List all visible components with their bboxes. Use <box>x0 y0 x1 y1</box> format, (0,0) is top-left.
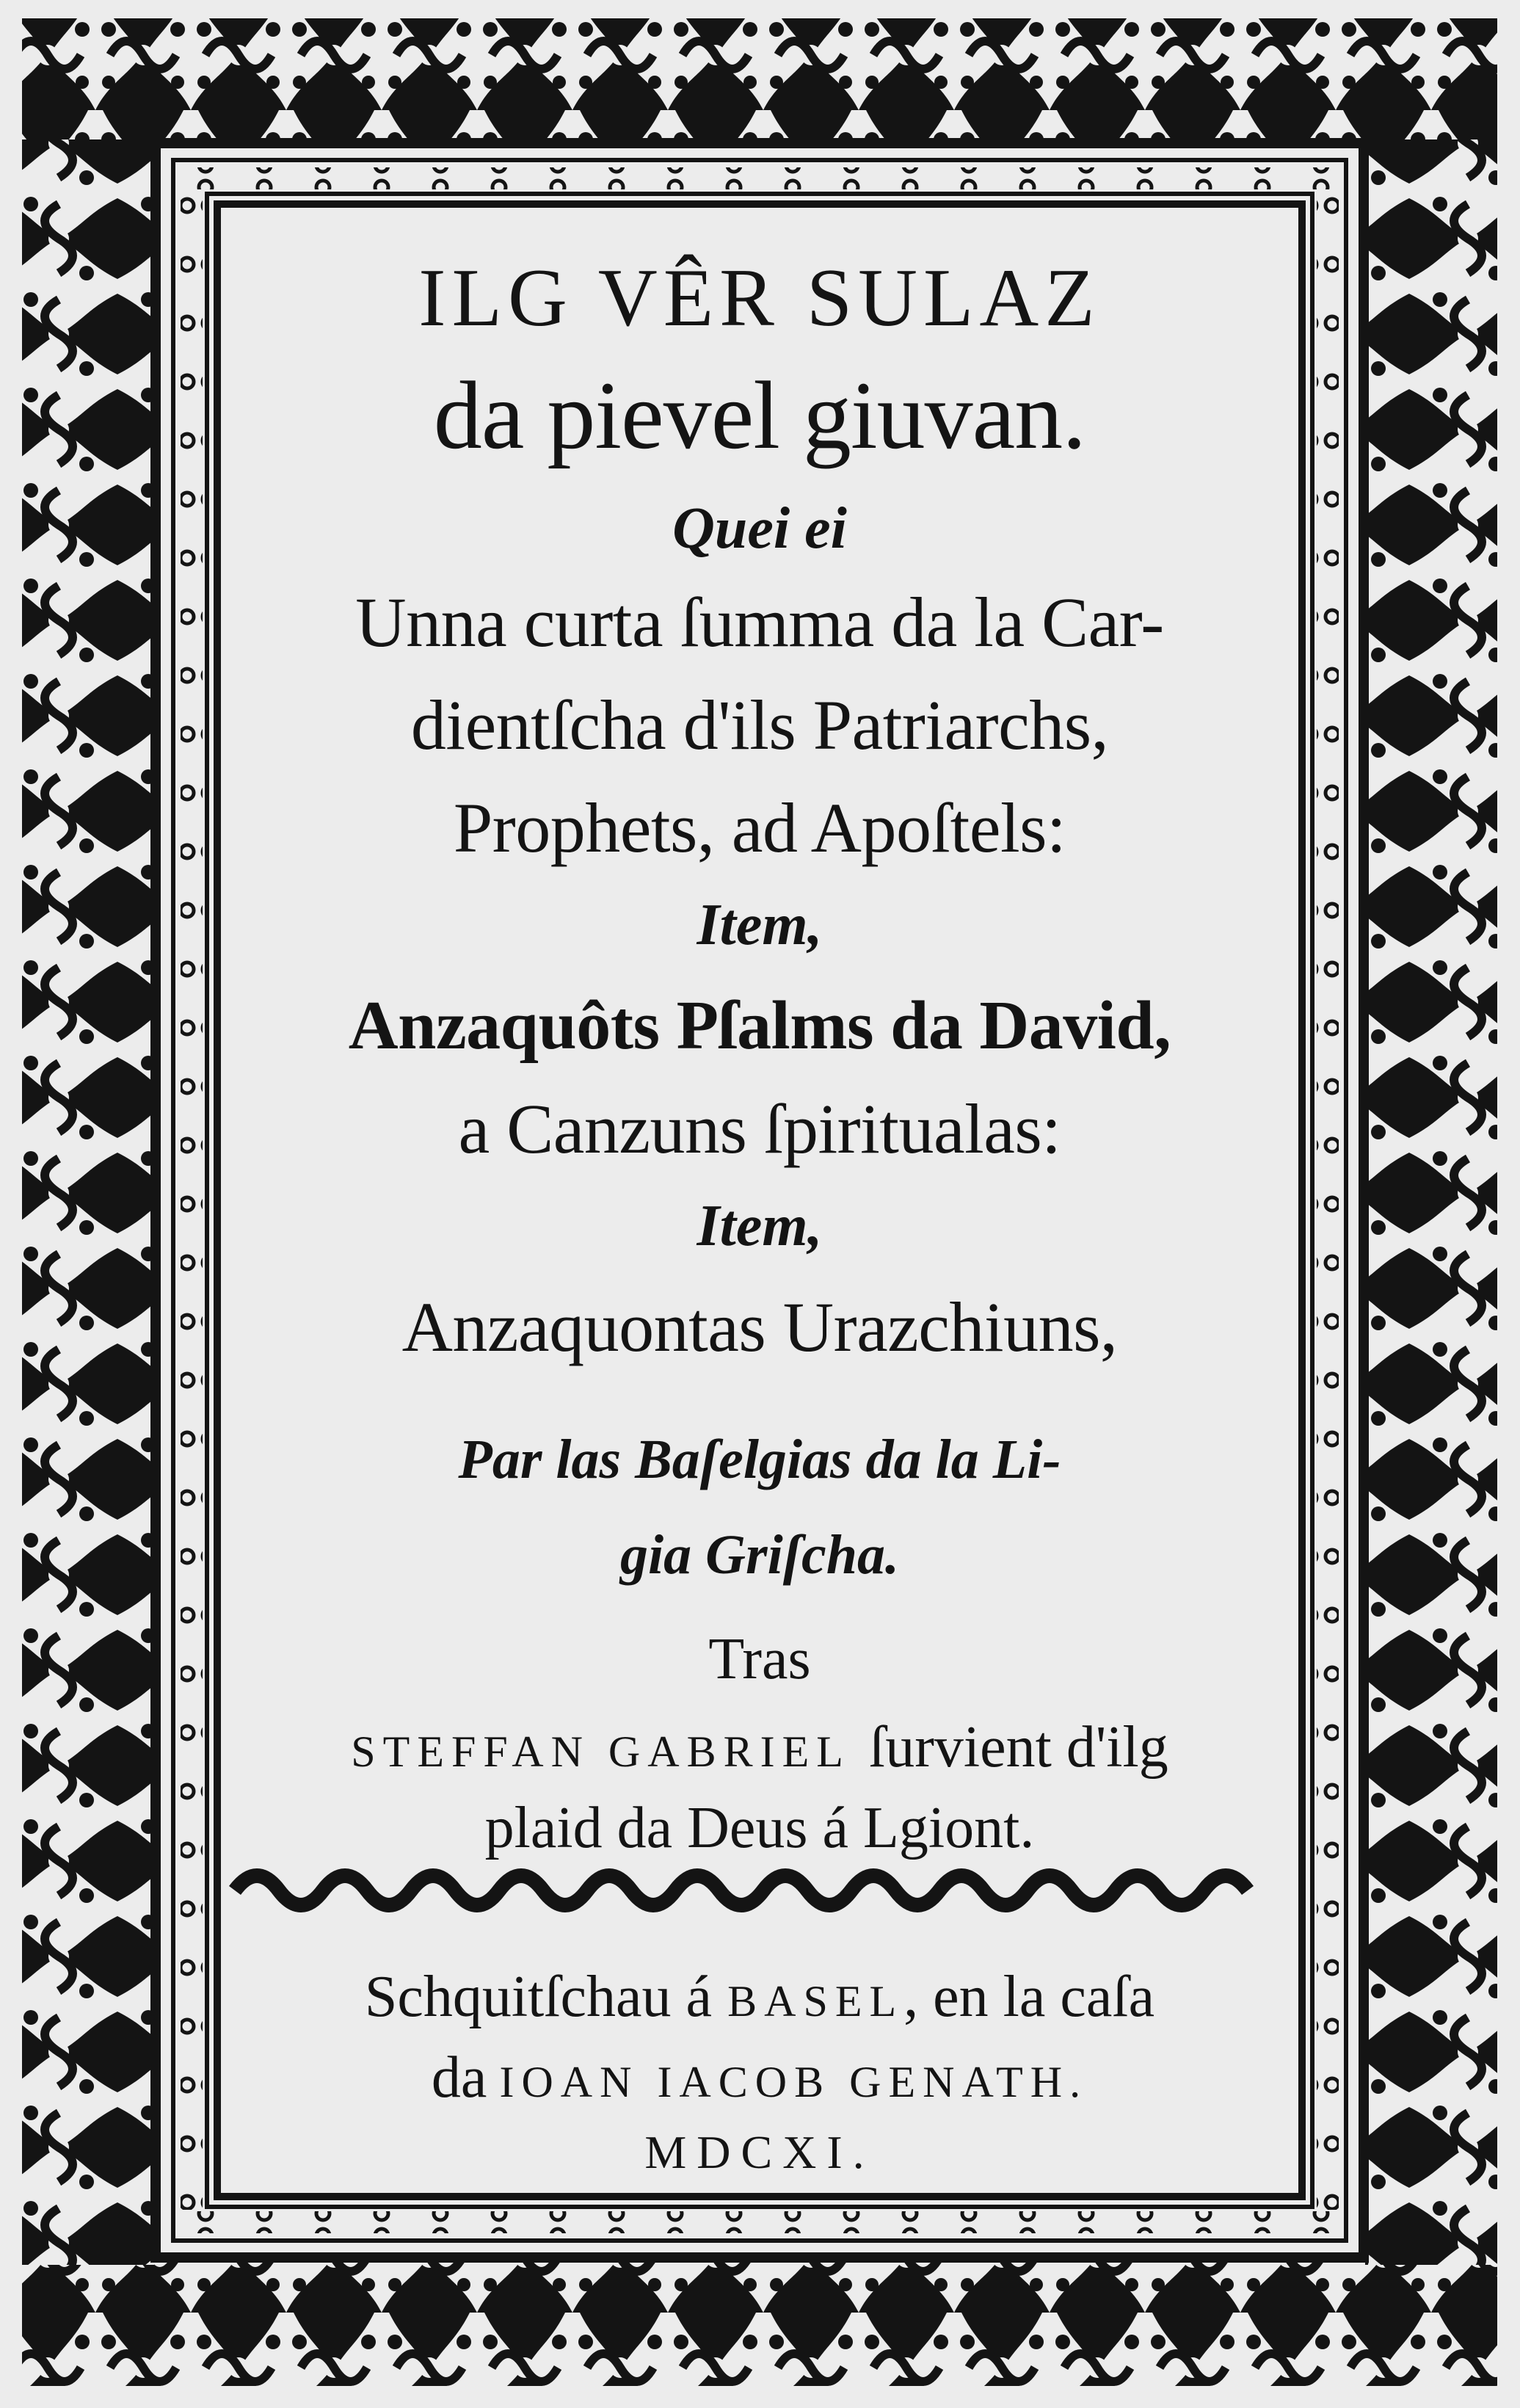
par-las-line-1: Par las Baſelgias da la Li- <box>458 1429 1061 1490</box>
quei-ei: Quei ei <box>672 496 847 561</box>
body-line-6: Anzaquontas Urazchiuns, <box>401 1288 1118 1366</box>
body-line-3: Prophets, ad Apoſtels: <box>453 788 1066 867</box>
imprint-line-1 <box>220 1965 1299 2029</box>
author-title: ſurvient d'ilg <box>869 1715 1168 1780</box>
body-line-2: dientſcha d'ils Patriarchs, <box>410 686 1109 764</box>
imprint-place: Schquitſchau á <box>364 1965 713 2029</box>
imprint-casa: , en la caſa <box>903 1965 1155 2029</box>
main-title: ILG VÊR SULAZ <box>418 253 1101 344</box>
title-page-text <box>220 213 1299 2188</box>
imprint-line-2 <box>220 2045 1299 2110</box>
imprint-city: BASEL <box>727 1977 904 2026</box>
publication-year: MDCXI. <box>644 2126 875 2178</box>
body-line-4: Anzaquôts Pſalms da David, <box>348 987 1171 1064</box>
author-line-2: plaid da Deus á Lgiont. <box>484 1796 1035 1860</box>
par-las-line-2: gia Griſcha. <box>620 1524 899 1586</box>
body-line-5: a Canzuns ſpiritualas: <box>458 1089 1061 1168</box>
body-line-1: Unna curta ſumma da la Car- <box>355 583 1164 661</box>
main-title-line2: da pievel giuvan. <box>433 361 1086 469</box>
author-name: STEFFAN GABRIEL <box>351 1727 851 1776</box>
author-line-1 <box>220 1715 1299 1780</box>
item-label-2: Item, <box>697 1194 823 1258</box>
printer-name: IOAN IACOB GENATH. <box>499 2058 1088 2106</box>
imprint-da: da <box>431 2045 487 2110</box>
item-label-1: Item, <box>697 893 823 957</box>
tras: Tras <box>708 1627 811 1691</box>
